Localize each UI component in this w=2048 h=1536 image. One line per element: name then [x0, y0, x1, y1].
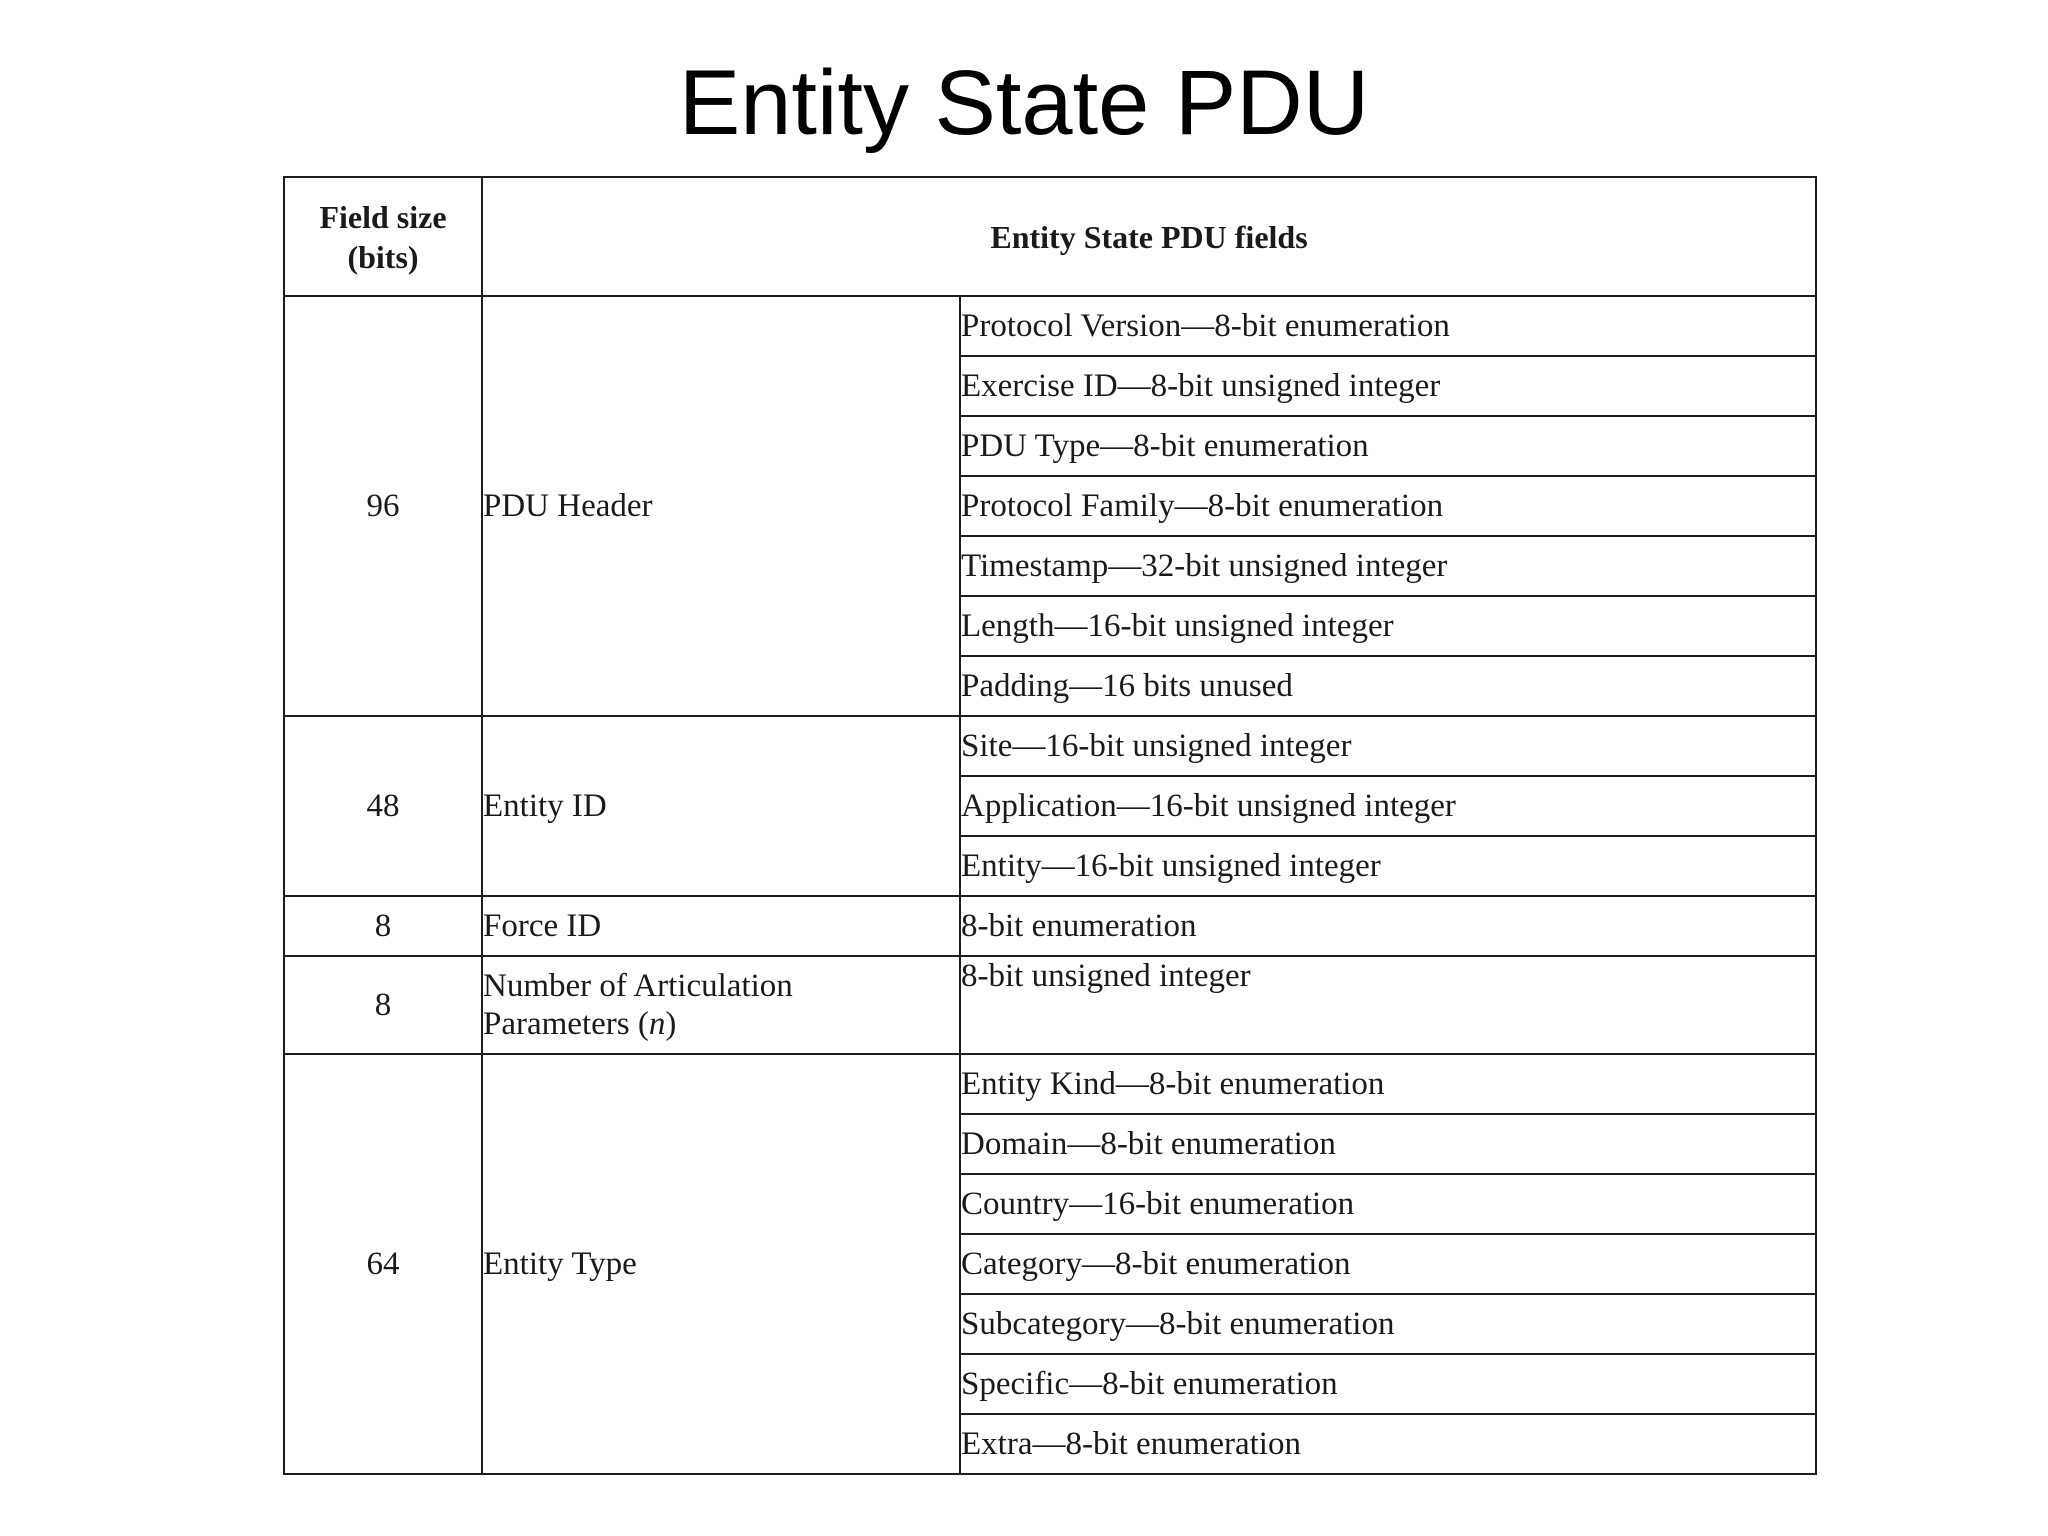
field-cell: Country—16-bit enumeration	[960, 1174, 1816, 1234]
field-size-header	[284, 177, 482, 296]
field-cell: 8-bit enumeration	[960, 896, 1816, 956]
pdu-fields-header: Entity State PDU fields	[482, 177, 1816, 296]
table-row	[284, 896, 1816, 956]
field-cell: Entity Kind—8-bit enumeration	[960, 1054, 1816, 1114]
group-size-cell: 8	[284, 956, 482, 1054]
group-name-cell: Entity Type	[482, 1054, 960, 1474]
slide-title: Entity State PDU	[678, 52, 1370, 154]
field-cell: Application—16-bit unsigned integer	[960, 776, 1816, 836]
field-cell: Category—8-bit enumeration	[960, 1234, 1816, 1294]
field-cell: Length—16-bit unsigned integer	[960, 596, 1816, 656]
field-cell: Protocol Version—8-bit enumeration	[960, 296, 1816, 356]
group-size-cell: 8	[284, 896, 482, 956]
table-row	[284, 716, 1816, 776]
field-cell: Subcategory—8-bit enumeration	[960, 1294, 1816, 1354]
table-row	[284, 1054, 1816, 1114]
field-cell: Timestamp—32-bit unsigned integer	[960, 536, 1816, 596]
field-cell: Protocol Family—8-bit enumeration	[960, 476, 1816, 536]
group-name-cell	[482, 956, 960, 1054]
field-cell: 8-bit unsigned integer	[960, 956, 1816, 1054]
group-size-cell: 96	[284, 296, 482, 716]
entity-state-pdu-table	[283, 176, 1817, 1475]
group-name-cell: Force ID	[482, 896, 960, 956]
field-cell: Entity—16-bit unsigned integer	[960, 836, 1816, 896]
field-cell: Extra—8-bit enumeration	[960, 1414, 1816, 1474]
group-size-cell: 64	[284, 1054, 482, 1474]
table-row	[284, 956, 1816, 1054]
group-name-variable: n	[648, 1006, 666, 1042]
field-cell: Padding—16 bits unused	[960, 656, 1816, 716]
field-cell: Domain—8-bit enumeration	[960, 1114, 1816, 1174]
group-name-cell: PDU Header	[482, 296, 960, 716]
group-name-cell: Entity ID	[482, 716, 960, 896]
group-name-line1: Number of Articulation	[483, 968, 793, 1004]
group-name-line2-end: )	[665, 1006, 677, 1042]
field-cell: Specific—8-bit enumeration	[960, 1354, 1816, 1414]
table-header-row	[284, 177, 1816, 296]
group-size-cell: 48	[284, 716, 482, 896]
field-cell: Exercise ID—8-bit unsigned integer	[960, 356, 1816, 416]
table-row	[284, 296, 1816, 356]
field-size-header-line2: (bits)	[347, 238, 419, 275]
field-cell: Site—16-bit unsigned integer	[960, 716, 1816, 776]
group-name-line2: Parameters (	[483, 1006, 649, 1042]
field-cell: PDU Type—8-bit enumeration	[960, 416, 1816, 476]
field-size-header-line1: Field size	[319, 198, 447, 235]
